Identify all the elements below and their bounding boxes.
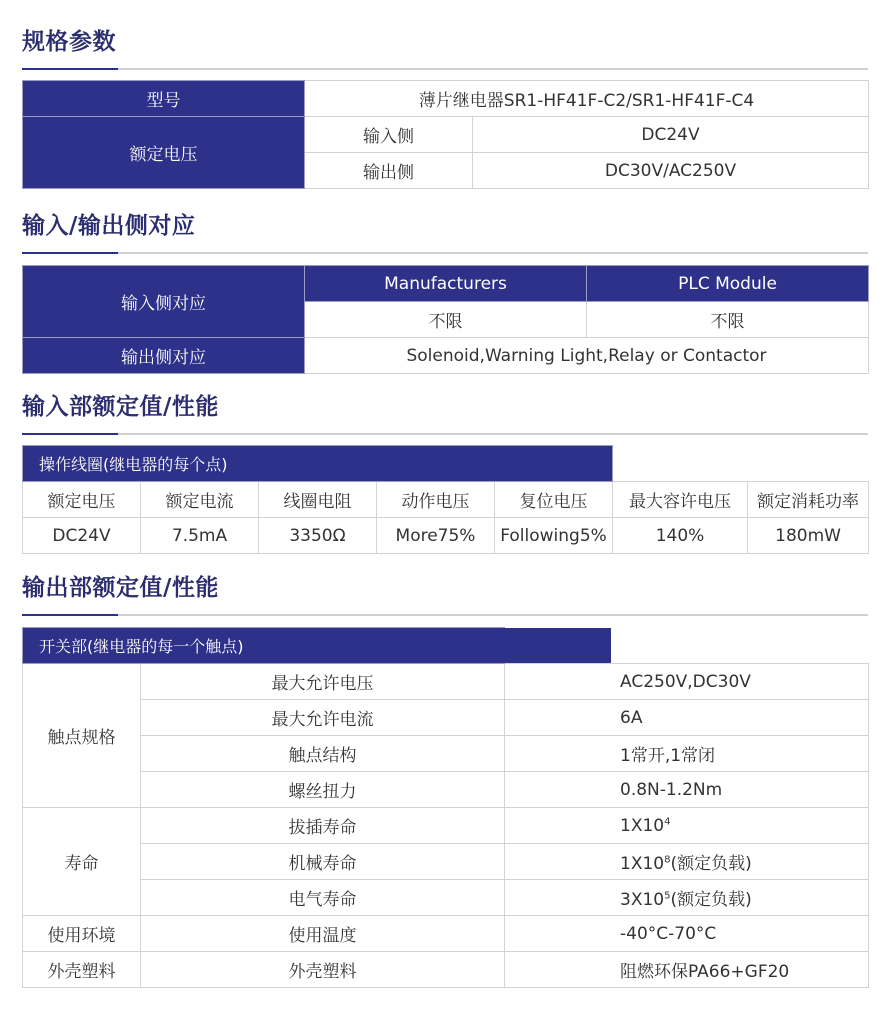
header-coil-resistance: 线圈电阻 (259, 482, 377, 518)
header-operate-voltage: 动作电压 (377, 482, 495, 518)
plc-module-value: 不限 (587, 302, 869, 338)
header-rated-voltage: 额定电压 (23, 482, 141, 518)
caption-spacer (613, 446, 869, 482)
value-rated-voltage: DC24V (23, 518, 141, 554)
output-side-value: DC30V/AC250V (473, 153, 869, 189)
item-value (505, 808, 869, 844)
section-divider (22, 252, 868, 254)
table-row (23, 518, 869, 554)
value-base: 3X10 (620, 890, 665, 910)
table-row (23, 772, 869, 808)
output-rating-section (22, 572, 868, 988)
value-exponent: 8 (664, 854, 671, 866)
model-value: 薄片继电器SR1-HF41F-C2/SR1-HF41F-C4 (305, 81, 869, 117)
header-rated-current: 额定电流 (141, 482, 259, 518)
output-side-label: 输出侧 (305, 153, 473, 189)
item-label: 使用温度 (141, 916, 505, 952)
value-base: 1X10 (620, 854, 665, 874)
output-correspond-value: Solenoid,Warning Light,Relay or Contactor (305, 338, 869, 374)
table-row (23, 916, 869, 952)
group-contact-spec: 触点规格 (23, 664, 141, 808)
output-correspond-label: 输出侧对应 (23, 338, 305, 374)
table-row (23, 808, 869, 844)
item-value (505, 844, 869, 880)
spec-section-title: 规格参数 (22, 29, 116, 55)
item-label: 电气寿命 (141, 880, 505, 916)
spec-table (22, 80, 869, 189)
output-rating-caption: 开关部(继电器的每一个触点) (23, 628, 505, 664)
item-label: 拔插寿命 (141, 808, 505, 844)
header-reset-voltage: 复位电压 (495, 482, 613, 518)
item-label: 机械寿命 (141, 844, 505, 880)
item-value: 6A (505, 700, 869, 736)
input-correspond-label: 输入侧对应 (23, 266, 305, 338)
value-rated-current: 7.5mA (141, 518, 259, 554)
group-housing: 外壳塑料 (23, 952, 141, 988)
output-rating-title: 输出部额定值/性能 (22, 575, 219, 601)
table-row (23, 338, 869, 374)
table-row (23, 628, 869, 664)
input-rating-table (22, 445, 869, 554)
value-exponent: 4 (664, 815, 671, 827)
value-exponent: 5 (664, 890, 671, 902)
table-row (23, 81, 869, 117)
value-suffix: (额定负载) (670, 854, 752, 874)
table-row (23, 117, 869, 153)
value-suffix: (额定负载) (670, 890, 752, 910)
item-label: 外壳塑料 (141, 952, 505, 988)
section-divider (22, 68, 868, 70)
table-row (23, 844, 869, 880)
item-value: 0.8N-1.2Nm (505, 772, 869, 808)
table-header-row (23, 482, 869, 518)
io-section-title: 输入/输出侧对应 (22, 213, 196, 239)
value-coil-resistance: 3350Ω (259, 518, 377, 554)
input-rating-caption: 操作线圈(继电器的每个点) (23, 446, 613, 482)
section-divider (22, 614, 868, 616)
table-row (23, 446, 869, 482)
value-base: 1X10 (620, 815, 665, 836)
item-value (505, 880, 869, 916)
item-value: 阻燃环保PA66+GF20 (505, 952, 869, 988)
section-divider (22, 433, 868, 435)
input-side-value: DC24V (473, 117, 869, 153)
caption-spacer (505, 628, 869, 664)
io-section (22, 210, 868, 374)
item-label: 最大允许电流 (141, 700, 505, 736)
item-label: 螺丝扭力 (141, 772, 505, 808)
table-row (23, 266, 869, 302)
input-side-label: 输入侧 (305, 117, 473, 153)
divider-accent (22, 252, 118, 254)
table-row (23, 700, 869, 736)
value-reset-voltage: Following5% (495, 518, 613, 554)
value-operate-voltage: More75% (377, 518, 495, 554)
manufacturers-value: 不限 (305, 302, 587, 338)
spec-section (22, 26, 868, 189)
rated-voltage-label: 额定电压 (23, 117, 305, 189)
item-label: 触点结构 (141, 736, 505, 772)
header-rated-power: 额定消耗功率 (748, 482, 869, 518)
divider-accent (22, 433, 118, 435)
value-max-allowed-voltage: 140% (613, 518, 748, 554)
divider-accent (22, 614, 118, 616)
group-lifespan: 寿命 (23, 808, 141, 916)
input-rating-title: 输入部额定值/性能 (22, 394, 219, 420)
header-max-allowed-voltage: 最大容许电压 (613, 482, 748, 518)
item-value: 1常开,1常闭 (505, 736, 869, 772)
group-environment: 使用环境 (23, 916, 141, 952)
item-value: AC250V,DC30V (505, 664, 869, 700)
table-row (23, 880, 869, 916)
table-row (23, 664, 869, 700)
caption-extension (505, 628, 611, 664)
divider-accent (22, 68, 118, 70)
io-table (22, 265, 869, 374)
item-value: -40°C-70°C (505, 916, 869, 952)
output-rating-table (22, 627, 869, 988)
item-label: 最大允许电压 (141, 664, 505, 700)
table-row (23, 952, 869, 988)
table-row (23, 736, 869, 772)
manufacturers-header: Manufacturers (305, 266, 587, 302)
input-rating-section (22, 391, 868, 554)
model-label: 型号 (23, 81, 305, 117)
value-rated-power: 180mW (748, 518, 869, 554)
plc-module-header: PLC Module (587, 266, 869, 302)
